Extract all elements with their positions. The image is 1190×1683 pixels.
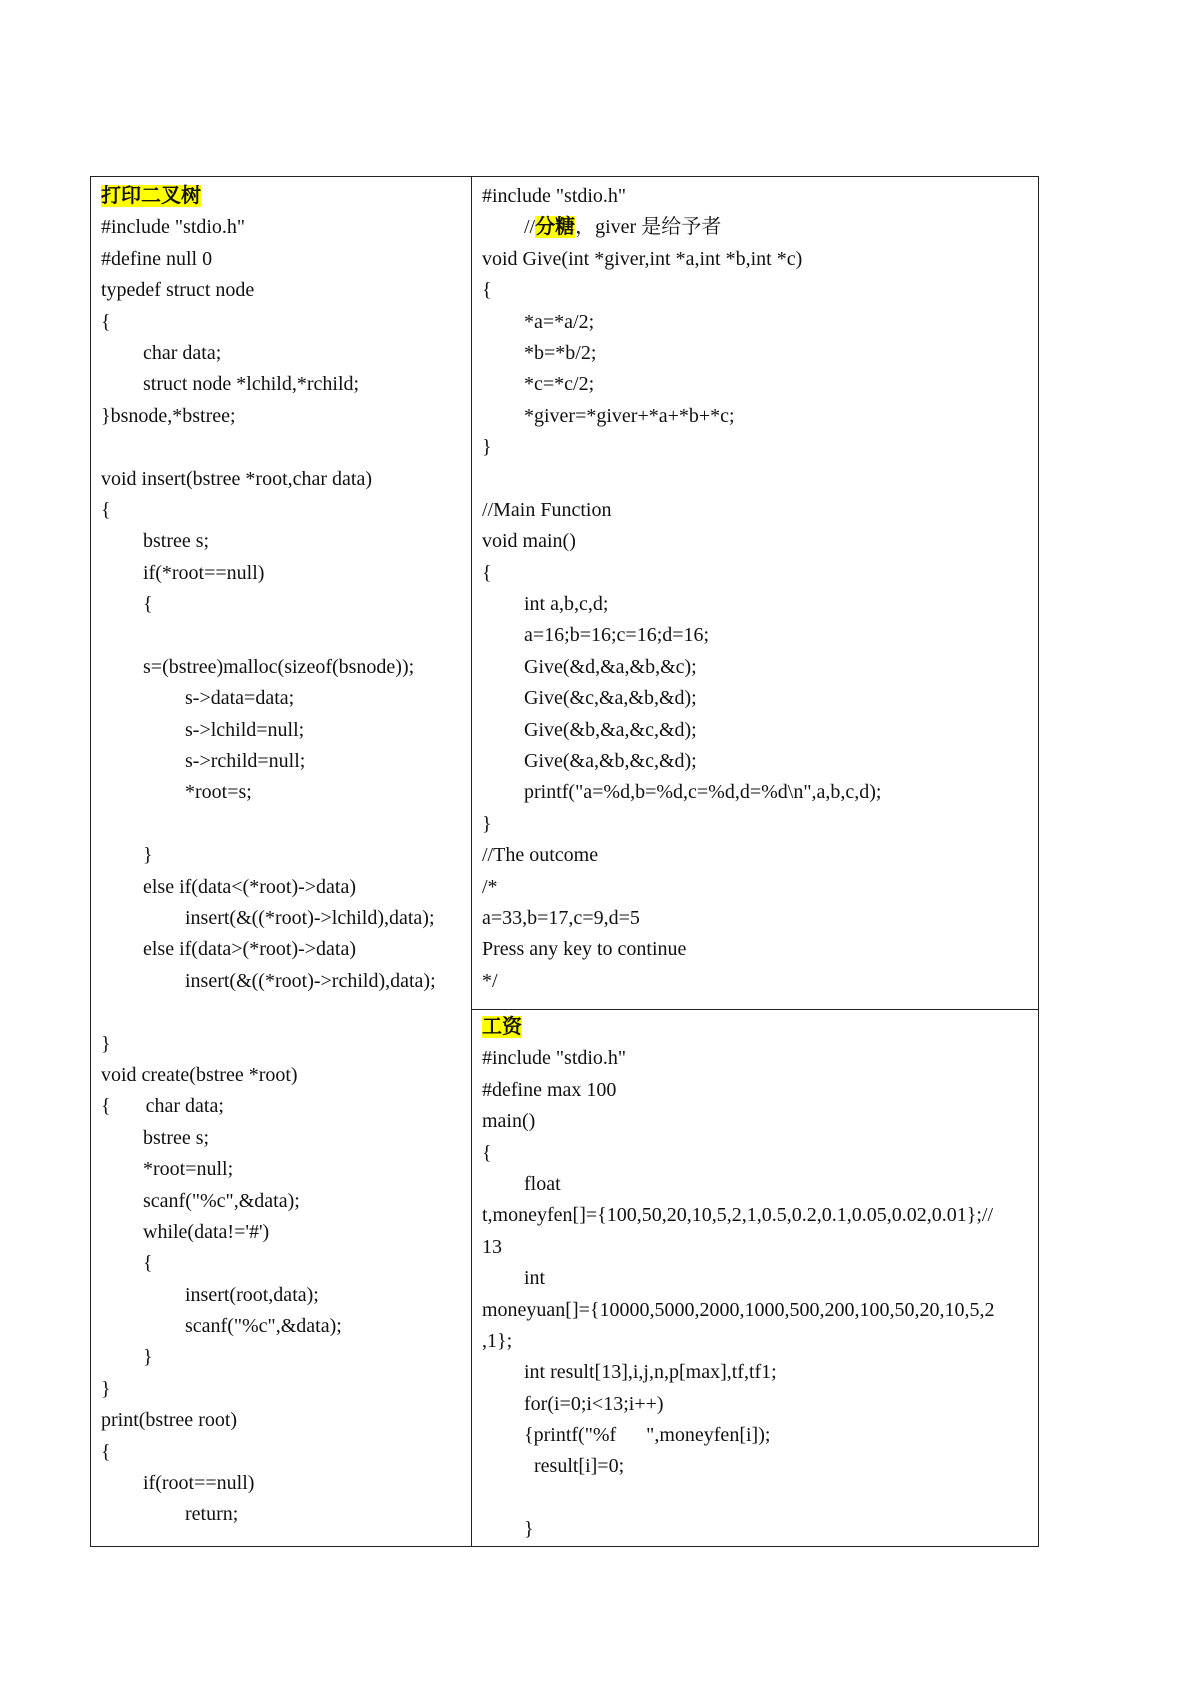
code-line: bstree s;: [143, 1126, 210, 1149]
code-line: {printf("%f ",moneyfen[i]);: [524, 1424, 771, 1447]
binary-tree-code: [91, 177, 471, 1531]
code-line: {: [143, 1252, 153, 1275]
code-line: moneyuan[]={10000,5000,2000,1000,500,200,100,50,20,10,5,2: [482, 1298, 995, 1321]
code-line: }: [524, 1518, 534, 1541]
code-line: scanf("%c",&data);: [185, 1315, 342, 1338]
candy-comment-line: [482, 212, 1038, 243]
salary-heading-line: [482, 1012, 1038, 1043]
code-line: return;: [185, 1503, 239, 1526]
code-line: Give(&d,&a,&b,&c);: [524, 655, 697, 678]
code-line: {: [101, 498, 111, 521]
code-line: insert(&((*root)->rchild),data);: [185, 969, 436, 992]
code-line: [482, 1483, 1038, 1514]
code-line: }: [101, 1377, 111, 1400]
code-line: s->lchild=null;: [185, 718, 305, 741]
code-line: #define null 0: [101, 247, 213, 270]
code-line: t,moneyfen[]={100,50,20,10,5,2,1,0.5,0.2,0.1,0.05,0.02,0.01};//: [482, 1204, 993, 1227]
binary-tree-heading-line: [101, 181, 471, 212]
code-line: {: [482, 1141, 492, 1164]
candy-code: [472, 177, 1038, 997]
code-line: 13: [482, 1235, 502, 1258]
code-line: void insert(bstree *root,char data): [101, 467, 373, 490]
code-line: if(*root==null): [143, 561, 265, 584]
code-table: [90, 176, 1039, 1547]
code-line: int result[13],i,j,n,p[max],tf,tf1;: [524, 1361, 777, 1384]
code-line: { char data;: [101, 1095, 224, 1118]
code-line: {: [101, 1440, 111, 1463]
code-line: *giver=*giver+*a+*b+*c;: [524, 404, 735, 427]
code-line: void create(bstree *root): [101, 1063, 298, 1086]
candy-heading: 分糖: [535, 216, 576, 239]
comment-prefix: //: [524, 216, 536, 239]
code-line: }: [482, 812, 492, 835]
binary-tree-cell: [91, 177, 472, 1547]
code-line: }: [101, 1032, 111, 1055]
code-line: a=33,b=17,c=9,d=5: [482, 906, 640, 929]
code-line: s->data=data;: [185, 687, 295, 710]
code-line: {: [482, 561, 492, 584]
code-line: Press any key to continue: [482, 938, 687, 961]
code-line: [101, 620, 471, 651]
candy-include-line: #include "stdio.h": [482, 185, 627, 207]
code-line: #define max 100: [482, 1078, 617, 1101]
code-line: s=(bstree)malloc(sizeof(bsnode));: [143, 655, 415, 678]
code-line: struct node *lchild,*rchild;: [143, 373, 360, 396]
code-line: /*: [482, 875, 498, 898]
code-line: for(i=0;i<13;i++): [524, 1392, 664, 1415]
code-line: //Main Function: [482, 498, 612, 521]
code-line: ,1};: [482, 1329, 513, 1352]
candy-cell: [472, 177, 1039, 1010]
binary-tree-heading: 打印二叉树: [101, 185, 201, 207]
code-line: a=16;b=16;c=16;d=16;: [524, 624, 710, 647]
code-line: [482, 464, 1038, 495]
code-line: *c=*c/2;: [524, 373, 595, 396]
code-line: #include "stdio.h": [482, 1047, 627, 1070]
code-line: [101, 997, 471, 1028]
code-line: //The outcome: [482, 844, 599, 867]
code-line: {: [143, 593, 153, 616]
code-line: */: [482, 969, 498, 992]
code-line: *a=*a/2;: [524, 310, 595, 333]
code-line: #include "stdio.h": [101, 216, 246, 239]
code-line: void main(): [482, 530, 576, 553]
code-line: Give(&a,&b,&c,&d);: [524, 750, 697, 773]
code-line: }: [482, 436, 492, 459]
code-line: insert(&((*root)->lchild),data);: [185, 906, 435, 929]
salary-heading: 工资: [482, 1016, 522, 1038]
code-line: float: [524, 1172, 561, 1195]
code-line: insert(root,data);: [185, 1283, 319, 1306]
code-line: char data;: [143, 341, 222, 364]
code-line: print(bstree root): [101, 1409, 238, 1432]
code-line: typedef struct node: [101, 279, 255, 302]
code-line: while(data!='#'): [143, 1220, 270, 1243]
code-line: else if(data>(*root)->data): [143, 938, 357, 961]
code-line: int a,b,c,d;: [524, 593, 609, 616]
code-line: Give(&c,&a,&b,&d);: [524, 687, 697, 710]
code-line: }: [143, 844, 153, 867]
code-line: *root=s;: [185, 781, 252, 804]
code-line: if(root==null): [143, 1472, 255, 1495]
code-line: s->rchild=null;: [185, 750, 306, 773]
salary-cell: [472, 1010, 1039, 1547]
salary-code: [472, 1010, 1038, 1546]
comment-rest: ，giver 是给予者: [575, 216, 722, 239]
code-line: }bsnode,*bstree;: [101, 404, 236, 427]
code-line: [101, 432, 471, 463]
code-line: main(): [482, 1110, 536, 1133]
code-line: scanf("%c",&data);: [143, 1189, 300, 1212]
code-line: {: [482, 279, 492, 302]
code-line: {: [101, 310, 111, 333]
code-line: printf("a=%d,b=%d,c=%d,d=%d\n",a,b,c,d);: [524, 781, 882, 804]
code-line: int: [524, 1267, 546, 1290]
code-line: else if(data<(*root)->data): [143, 875, 357, 898]
code-line: void Give(int *giver,int *a,int *b,int *c): [482, 247, 803, 270]
code-line: [101, 809, 471, 840]
code-line: Give(&b,&a,&c,&d);: [524, 718, 697, 741]
code-line: bstree s;: [143, 530, 210, 553]
code-line: result[i]=0;: [524, 1455, 625, 1478]
code-line: }: [143, 1346, 153, 1369]
code-line: *b=*b/2;: [524, 341, 597, 364]
code-line: *root=null;: [143, 1158, 234, 1181]
